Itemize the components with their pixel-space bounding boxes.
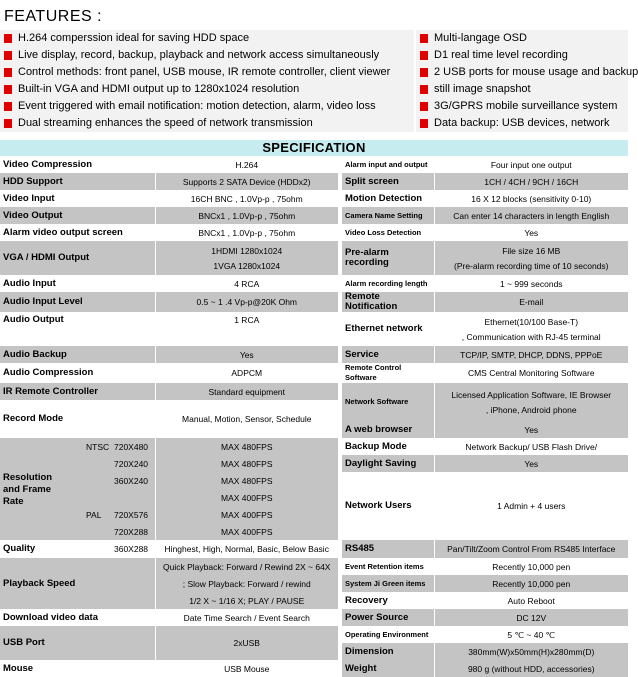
- spec-label: Quality: [0, 540, 155, 558]
- spec-label: Event Retention items: [342, 558, 434, 575]
- spec-value: CMS Central Monitoring Software: [467, 368, 595, 378]
- feature-text: Control methods: front panel, USB mouse, IR remote controller, client viewer: [18, 66, 391, 79]
- feature-item: [0, 115, 414, 132]
- specification-section: [0, 140, 628, 677]
- spec-label: Video Loss Detection: [342, 224, 434, 241]
- feature-text: Dual streaming enhances the speed of network transmission: [18, 117, 313, 130]
- spec-value: Recently 10,000 pen: [434, 575, 628, 592]
- spec-label: Mouse: [0, 660, 155, 677]
- features-title: FEATURES :: [4, 8, 103, 25]
- value-line: 1HDMI 1280x1024: [211, 245, 283, 256]
- label-text: Audio Output: [3, 314, 64, 325]
- spec-value: Yes: [434, 455, 628, 472]
- spec-value: Four input one output: [490, 159, 572, 170]
- spec-label: Operating Environment: [342, 626, 434, 643]
- value-line: (Pre-alarm recording time of 10 seconds): [454, 260, 609, 271]
- resolution-value: 720X240: [114, 459, 149, 469]
- spec-label: Audio Compression: [0, 363, 155, 383]
- spec-label: Video Input: [0, 190, 155, 207]
- spec-label: Split screen: [342, 173, 434, 190]
- feature-item: [416, 30, 628, 47]
- spec-value: DC 12V: [434, 609, 628, 626]
- feature-text: Live display, record, backup, playback and network access simultaneously: [18, 49, 380, 62]
- spec-label: Audio Input: [0, 275, 155, 292]
- bullet-icon: [420, 51, 428, 60]
- resolution-value: 720X288: [114, 527, 149, 537]
- spec-value: BNCx1 , 1.0Vp-p , 75ohm: [155, 207, 338, 224]
- spec-value: 1 ~ 999 seconds: [499, 278, 563, 289]
- spec-title: SPECIFICATION: [0, 140, 628, 156]
- value-line: File size 16 MB: [502, 245, 561, 256]
- spec-label: Backup Mode: [342, 438, 434, 455]
- bullet-icon: [420, 68, 428, 77]
- spec-value: Supports 2 SATA Device (HDDx2): [155, 173, 338, 190]
- ntsc-label: NTSC: [86, 442, 110, 452]
- feature-text: H.264 comperssion ideal for saving HDD space: [18, 32, 250, 45]
- pal-label: PAL: [86, 510, 102, 520]
- feature-text: Data backup: USB devices, network: [434, 117, 610, 130]
- value-line: , iPhone, Android phone: [485, 404, 577, 415]
- spec-label: Alarm recording length: [342, 275, 434, 292]
- feature-text: Event triggered with email notification: motion detection, alarm, video loss: [18, 100, 376, 113]
- spec-label: Video Output: [0, 207, 155, 224]
- fps-value: MAX 480FPS: [155, 455, 338, 472]
- spec-value: [434, 241, 628, 275]
- spec-value: E-mail: [434, 292, 628, 312]
- resolution-value: 360X288: [114, 544, 149, 554]
- spec-label: Audio Input Level: [0, 292, 155, 312]
- feature-item: [416, 64, 638, 81]
- spec-value: [434, 383, 628, 421]
- bullet-icon: [4, 51, 12, 60]
- spec-label: Service: [342, 346, 434, 363]
- spec-value: 16 X 12 blocks (sensitivity 0-10): [471, 193, 592, 204]
- fps-value: MAX 480FPS: [155, 438, 338, 455]
- feature-text: still image snapshot: [434, 83, 531, 96]
- spec-value: Date Time Search / Event Search: [183, 612, 310, 623]
- spec-table: [0, 156, 628, 677]
- features-right-list: [416, 30, 638, 132]
- spec-value: 16CH BNC , 1.0Vp-p , 75ohm: [190, 193, 303, 204]
- spec-value: 1 Admin + 4 users: [434, 472, 628, 540]
- spec-label: System Ji Green items: [342, 575, 434, 592]
- resolution-value: 720X576: [114, 510, 149, 520]
- spec-label: Alarm input and output: [342, 156, 434, 173]
- spec-label: Weight: [342, 660, 434, 677]
- bullet-icon: [420, 119, 428, 128]
- spec-value: H.264: [235, 159, 259, 170]
- spec-value: Can enter 14 characters in length English: [434, 207, 628, 224]
- feature-text: 3G/GPRS mobile surveillance system: [434, 100, 618, 113]
- feature-item: [416, 47, 628, 64]
- resolution-title: Resolution and Frame Rate: [3, 472, 53, 507]
- spec-label: Download video data: [0, 609, 155, 626]
- spec-label: Network Software: [342, 383, 434, 421]
- spec-value: USB Mouse: [224, 663, 270, 674]
- bullet-icon: [4, 119, 12, 128]
- spec-value: TCP/IP, SMTP, DHCP, DDNS, PPPoE: [434, 346, 628, 363]
- value-line: Quick Playback: Forward / Rewind 2X ~ 64X: [163, 561, 331, 572]
- feature-text: Built-in VGA and HDMI output up to 1280x1024 resolution: [18, 83, 300, 96]
- feature-item: [416, 98, 628, 115]
- feature-item: [416, 115, 628, 132]
- spec-label: Recovery: [342, 592, 434, 609]
- fps-value: MAX 400FPS: [155, 506, 338, 523]
- spec-label: Playback Speed: [0, 558, 155, 609]
- resolution-value: 720X480: [114, 442, 149, 452]
- bullet-icon: [4, 68, 12, 77]
- spec-value: 380mm(W)x50mm(H)x280mm(D): [434, 643, 628, 660]
- spec-label: RS485: [342, 540, 434, 558]
- features-left-list: [0, 30, 414, 132]
- spec-value: [434, 312, 628, 346]
- feature-item: [0, 64, 414, 81]
- bullet-icon: [4, 34, 12, 43]
- fps-value: MAX 480FPS: [155, 472, 338, 489]
- spec-value: BNCx1 , 1.0Vp-p , 75ohm: [198, 227, 296, 238]
- spec-value: 2xUSB: [155, 626, 338, 660]
- feature-text: 2 USB ports for mouse usage and backup: [434, 66, 638, 79]
- spec-label: Camera Name Setting: [342, 207, 434, 224]
- spec-value: Yes: [434, 421, 628, 438]
- feature-item: [0, 47, 414, 64]
- fps-value: MAX 400FPS: [155, 489, 338, 506]
- spec-label: HDD Support: [0, 173, 155, 190]
- bullet-icon: [4, 85, 12, 94]
- spec-label: Network Users: [342, 472, 434, 540]
- spec-label: A web browser: [342, 421, 434, 438]
- resolution-value: 360X240: [114, 476, 149, 486]
- spec-label: Ethernet network: [342, 312, 434, 346]
- bullet-icon: [420, 34, 428, 43]
- spec-value: [155, 558, 338, 609]
- spec-label: Video Compression: [0, 156, 155, 173]
- spec-label: Dimension: [342, 643, 434, 660]
- feature-item: [0, 81, 414, 98]
- feature-item: [0, 30, 414, 47]
- spec-value: ADPCM: [231, 368, 263, 378]
- spec-value: 0.5 ~ 1 .4 Vp-p@20K Ohm: [155, 292, 338, 312]
- spec-value: 4 RCA: [234, 278, 260, 289]
- feature-item: [416, 81, 628, 98]
- spec-value: Network Backup/ USB Flash Drive/: [434, 438, 628, 455]
- spec-value: Recently 10,000 pen: [434, 558, 628, 575]
- fps-value: MAX 400FPS: [155, 523, 338, 540]
- value-line: Ethernet(10/100 Base-T): [484, 316, 579, 327]
- value-line: 1VGA 1280x1024: [213, 260, 281, 271]
- spec-label: Record Mode: [0, 400, 155, 438]
- bullet-icon: [420, 85, 428, 94]
- bullet-icon: [4, 102, 12, 111]
- spec-value: [155, 312, 338, 346]
- spec-value: 1CH / 4CH / 9CH / 16CH: [434, 173, 628, 190]
- spec-value: Manual, Motion, Sensor, Schedule: [182, 414, 312, 424]
- value-line: ; Slow Playback: Forward / rewind: [182, 578, 311, 589]
- spec-value: Hinghest, High, Normal, Basic, Below Basic: [164, 544, 329, 554]
- spec-label: Audio Backup: [0, 346, 155, 363]
- spec-value: Yes: [155, 346, 338, 363]
- spec-label: USB Port: [0, 626, 155, 660]
- spec-label: Daylight Saving: [342, 455, 434, 472]
- feature-text: Multi-langage OSD: [434, 32, 527, 45]
- spec-value: [155, 241, 338, 275]
- features-section: [0, 0, 638, 140]
- spec-label: VGA / HDMI Output: [0, 241, 155, 275]
- spec-value: 5 ℃ ~ 40 ℃: [434, 626, 628, 643]
- spec-value: Auto Reboot: [434, 592, 628, 609]
- spec-label: Remote Notification: [342, 292, 434, 312]
- value-text: 1 RCA: [234, 315, 260, 325]
- value-line: 1/2 X ~ 1/16 X; PLAY / PAUSE: [189, 595, 305, 606]
- spec-value: 980 g (without HDD, accessories): [434, 660, 628, 677]
- feature-text: D1 real time level recording: [434, 49, 568, 62]
- spec-label: Remote Control Software: [342, 363, 434, 383]
- spec-label: IR Remote Controller: [0, 383, 155, 400]
- spec-label: Power Source: [342, 609, 434, 626]
- value-line: , Communication with RJ-45 terminal: [461, 331, 601, 342]
- spec-value: Pan/Tilt/Zoom Control From RS485 Interface: [434, 540, 628, 558]
- spec-value: Standard equipment: [155, 383, 338, 400]
- spec-label: Alarm video output screen: [0, 224, 155, 241]
- value-line: Licensed Application Software, IE Browser: [451, 389, 612, 400]
- spec-label: [0, 312, 155, 346]
- bullet-icon: [420, 102, 428, 111]
- feature-item: [0, 98, 414, 115]
- spec-label: Pre-alarm recording: [342, 241, 434, 275]
- spec-label: Motion Detection: [342, 190, 434, 207]
- spec-value: Yes: [524, 227, 539, 238]
